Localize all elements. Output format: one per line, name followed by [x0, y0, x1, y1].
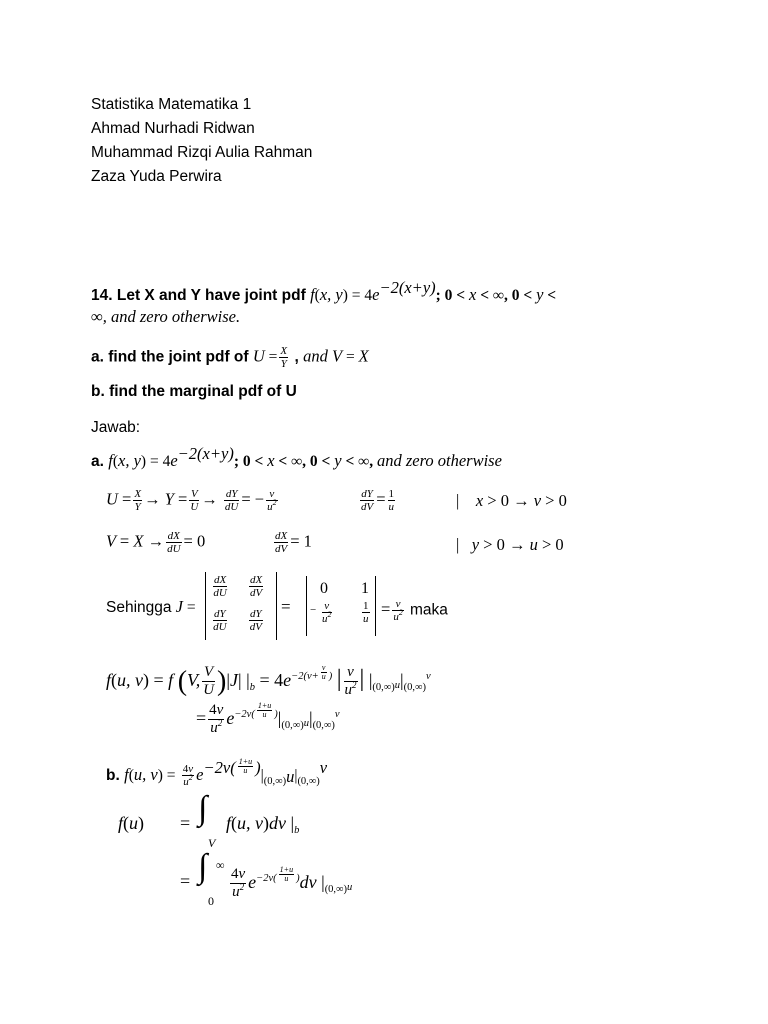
- author-name: Zaza Yuda Perwira: [91, 168, 222, 185]
- marginal-integral: =: [180, 813, 191, 833]
- problem-line-2: ∞, and zero otherwise.: [91, 307, 241, 326]
- part-a-label: a.: [91, 453, 104, 470]
- joint-pdf-uv-simplified: = $\frac{4v}{u^2}$ $e^{-2v( \frac{1+u}{u} )}|_{(0,\infty)}^u|_{(0,\infty)}^v$: [196, 701, 340, 737]
- marginal-integrand-expanded: $\frac{4v}{u^2}$ $e^{-2v( \frac{1+u}{u} )}dv$ $|_{(0,\infty)}^u$: [231, 865, 353, 901]
- part-b-label: b.: [106, 767, 120, 784]
- problem-statement: 14. Let X and Y have joint pdf f(x, $y) = 4e^{-2(x+y)}$; 0 < x < ∞, 0 < y <: [91, 278, 557, 304]
- derivative-dy-dv: $\frac{dY}{dV}$ = $\frac{1}{u}$: [361, 488, 395, 513]
- part-a-question: a. find the joint pdf of U = $\frac{X}{Y}$ , and V = X: [91, 345, 369, 370]
- condition-u: | y > 0 → u > 0: [456, 535, 564, 554]
- author-name: Muhammad Rizqi Aulia Rahman: [91, 144, 313, 161]
- answer-label: Jawab:: [91, 419, 141, 436]
- marginal-fu-label: f(u): [118, 813, 145, 833]
- sehingga-label: Sehingga J =: [106, 597, 196, 616]
- marginal-integrand: f(u, v)dv $|_b$: [226, 813, 300, 836]
- integral-sign: ∫: [198, 848, 208, 885]
- problem-number-text: 14. Let X and Y have joint pdf: [91, 287, 306, 304]
- author-name: Ahmad Nurhadi Ridwan: [91, 120, 255, 137]
- jacobian-result: = $\frac{v}{u^2}$ maka: [381, 598, 448, 623]
- transform-v: V = X → $\frac{dX}{dU}$ = 0: [106, 530, 206, 555]
- part-b-question: b. find the marginal pdf of U: [91, 383, 297, 400]
- solution-b-line: b. f(u, v) = $\frac{4v}{u^2}$ $e^{-2v( \frac{1+u}{u} )}|_{(0,\infty)}^u|_{(0,\infty)}^v$: [106, 757, 328, 789]
- solution-a-line: a. f(x, $y) = 4e^{-2(x+y)}$; 0 < x < ∞, 0 < y < ∞, and zero otherwise: [91, 444, 502, 470]
- integral-sign: ∫: [198, 790, 208, 827]
- course-title: Statistika Matematika 1: [91, 96, 252, 113]
- transform-u: U = $\frac{X}{Y}$ → Y = $\frac{V}{U}$ → $\frac{dY}{dU}$ = − $\frac{v}{u^2}$: [106, 488, 277, 513]
- joint-pdf-uv: f(u, v) = f (V, $\frac{V}{U}$ )|J| $|_b = 4e^{-2(v+ \frac{v}{u} )}$ | $\frac{v}{u^2}$ | $|_{(0,\infty)}^u|_{(0,\infty)}^v$: [106, 663, 431, 699]
- condition-v: | x > 0 → v > 0: [456, 491, 567, 510]
- pdf-formula: f: [310, 285, 315, 304]
- part-a-text: a. find the joint pdf of: [91, 348, 249, 366]
- derivative-dx-dv: $\frac{dX}{dV}$ = 1: [275, 530, 312, 555]
